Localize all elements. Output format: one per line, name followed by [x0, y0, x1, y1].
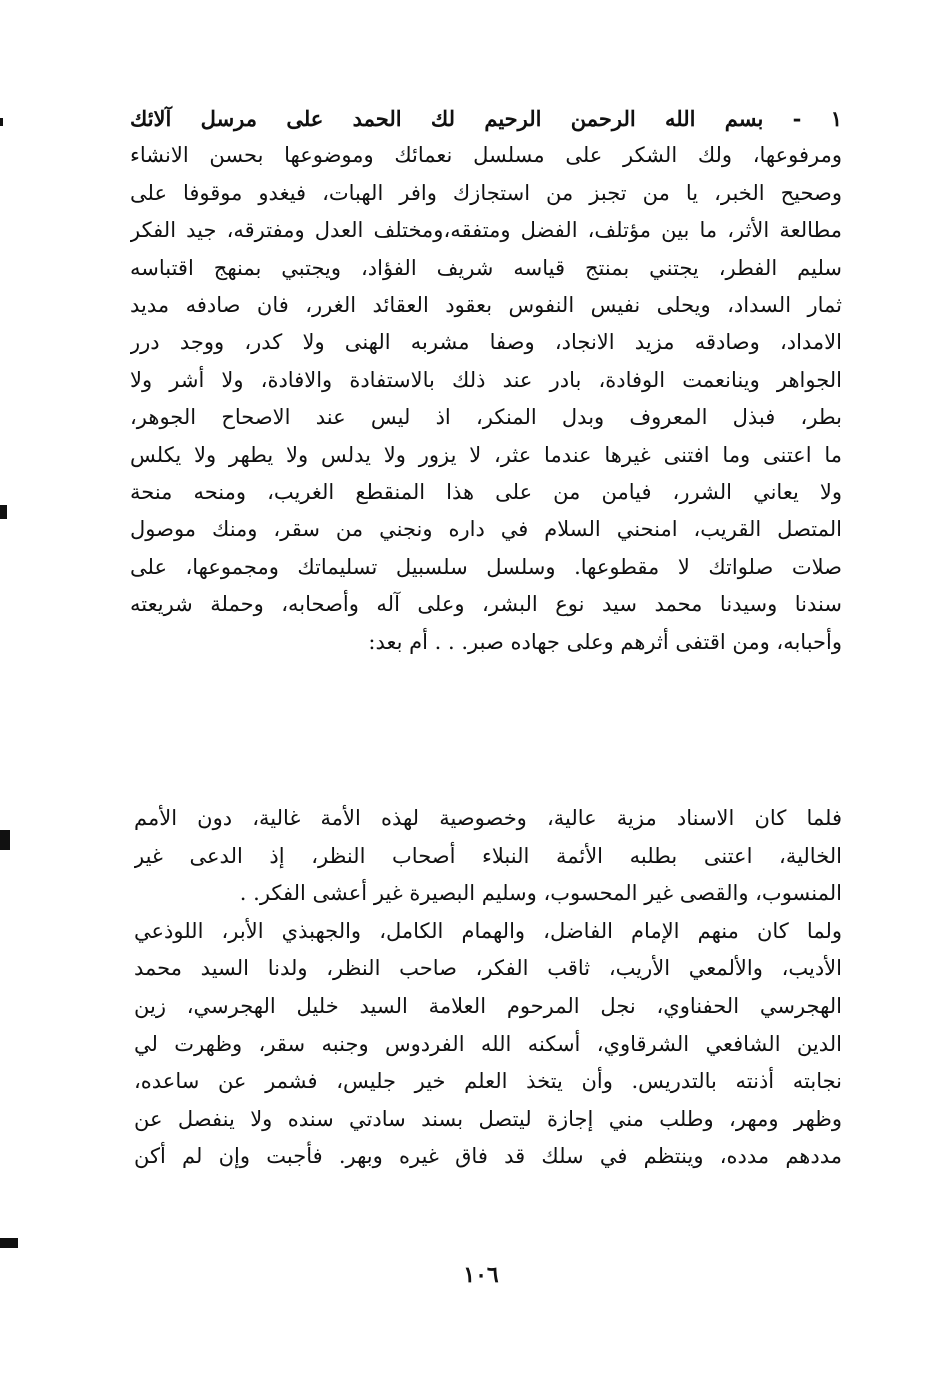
- text-line: المتصل القريب، امنحني السلام في داره ونجني من سقر، ومنك موصول: [130, 517, 842, 542]
- text-line: مددهم مدده، وينتظم في سلك قد فاق غيره وبهر. فأجبت وإن لم أكن: [134, 1144, 842, 1169]
- scan-edge-mark: [0, 505, 7, 519]
- scan-edge-mark: [0, 118, 3, 126]
- text-line: المنسوب، والقصى غير المحسوب، وسليم البصيرة غير أعشى الفكر. .: [239, 881, 842, 906]
- text-line: ثمار السداد، ويحلى نفيس النفوس بعقود العقائد الغرر، فان صادفه مديد: [130, 293, 842, 318]
- paragraph-body: [134, 800, 842, 1176]
- text-line: صلات صلواتك لا مقطوعها. وسلسل سلسبيل تسليماتك ومجموعها، على: [130, 554, 842, 579]
- text-line: ١ - بسم الله الرحمن الرحيم لك الحمد على مرسل آلائك: [130, 106, 842, 131]
- text-line: الهجرسي الحفناوي، نجل المرحوم العلامة السيد خليل الهجرسي، زين: [134, 993, 842, 1018]
- text-line: وصحيح الخبر، يا من تجبز من استجازك وافر الهبات، فيغدو موقوفا على: [130, 180, 842, 205]
- text-line: الجواهر وينانعمت الوفادة، بادر عند ذلك بالاستفادة والافادة، ولا أشر ولا: [130, 367, 842, 392]
- text-line: بطر، فبذل المعروف وبدل المنكر، اذ ليس عند الاصحاح الجوهر،: [130, 405, 842, 430]
- text-line: الامداد، وصادقه مزيد الانجاد، وصفا مشربه الهنى ولا كدر، ووجد درر: [130, 330, 842, 355]
- text-line: ومرفوعها، ولك الشكر على مسلسل نعمائك وموضوعها بحسن الانشاء: [130, 143, 842, 168]
- text-line: نجابته أذنته بالتدريس. وأن يتخذ العلم خير جليس، فشمر عن ساعده،: [134, 1069, 842, 1094]
- text-line: ما اعتنى وما افتنى غيرها عندما عثر، لا يزور ولا يدلس ولا يطهر ولا يكلس: [130, 442, 842, 467]
- text-line: الدين الشافعي الشرقاوي، أسكنه الله الفردوس وجنبه سقر، وظهرت لي: [134, 1031, 842, 1056]
- text-line: وظهر ومهر، وطلب مني إجازة ليتصل بسند سادتي سنده ولا ينفصل عن: [134, 1106, 842, 1131]
- text-line: سندنا وسيدنا محمد سيد نوع البشر، وعلى آله وأصحابه، وحملة شريعته: [130, 592, 842, 617]
- paragraph-opening: [130, 100, 842, 661]
- scan-edge-mark: [0, 1238, 18, 1248]
- text-line: سليم الفطر، يجتني بمنتج قياسه شريف الفؤاد، ويجتبي بمنهج اقتباسه: [130, 255, 842, 280]
- text-line: مطالعة الأثر، ما بين مؤتلف، الفضل ومتفقه،ومختلف العدل ومفترقه، جيد الفكر: [130, 218, 842, 243]
- text-line: وأحبابه، ومن اقتفى أثرهم وعلى جهاده صبر. . . أم بعد:: [368, 629, 842, 654]
- text-line: ولا يعاني الشرر، فيامن من على هذا المنقطع الغريب، ومنحه منحة: [130, 480, 842, 505]
- page-number: ١٠٦: [463, 1262, 499, 1288]
- text-line: فلما كان الاسناد مزية عالية، وخصوصية لهذه الأمة غالية، دون الأمم: [134, 806, 842, 830]
- text-line: الأديب، والألمعي الأريب، ثاقب الفكر، صاحب النظر، ولدنا السيد محمد: [134, 956, 842, 981]
- text-line: ولما كان منهم الإمام الفاضل، والهمام الكامل، والجهبذي الأبر، اللوذعي: [134, 918, 842, 943]
- scan-edge-mark: [0, 830, 10, 850]
- text-line: الخالية، اعتنى بطلبه الأئمة النبلاء أصحاب النظر، إذ الدعى غير: [134, 843, 842, 868]
